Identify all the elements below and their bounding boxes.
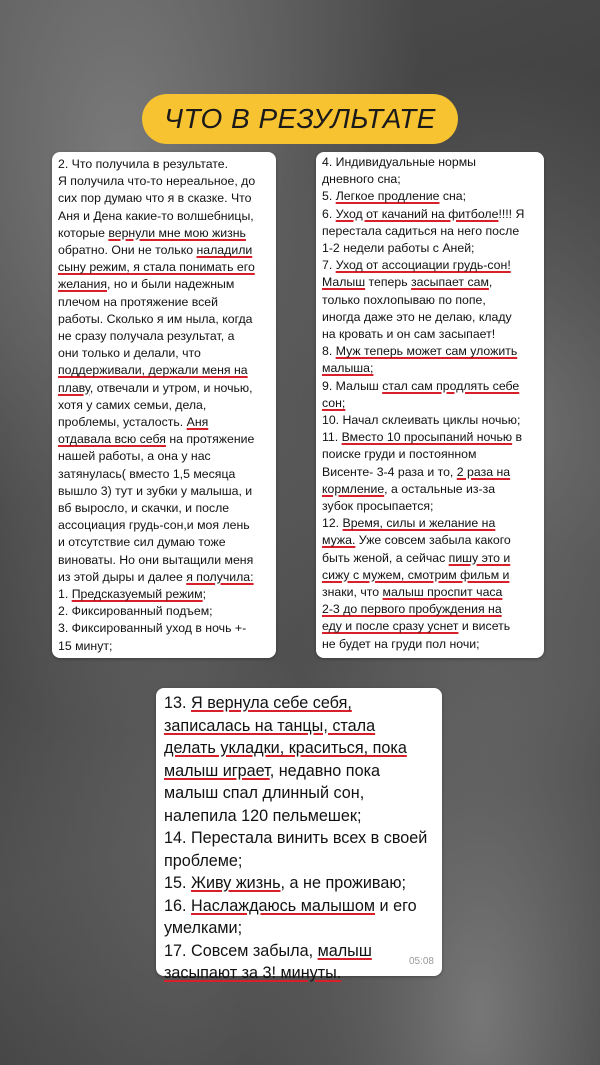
message-line [58,173,271,190]
text-segment: не сразу получала результат, а [58,329,235,344]
text-segment: ; [202,587,207,602]
underlined-text: стал сам продлять себе [382,378,520,393]
message-line [322,188,538,205]
message-line [164,760,432,783]
text-segment: дневного сна; [322,172,401,187]
message-line [58,586,271,603]
message-line [58,466,271,483]
text-segment: нашей работы, а она у нас [58,449,211,464]
text-segment: 3. Фиксированный уход в ночь +- [58,621,247,636]
text-segment: перестала садиться на него после [322,223,520,238]
message-line [322,550,538,567]
message-line [322,515,538,532]
message-line [164,850,432,873]
underlined-text: Вместо 10 просыпаний ночью [341,430,513,445]
text-segment: 15 минут; [58,638,113,653]
underlined-text: малыш [317,941,372,960]
text-segment: 17. Совсем забыла, [164,941,318,960]
text-segment: из этой дыры и далее [58,569,187,584]
text-segment: и отсутствие сил думаю тоже [58,535,226,550]
text-segment: 1. [58,587,72,602]
text-segment: малыш спал длинный сон, [164,784,365,802]
message-line [164,782,432,805]
underlined-text: Предсказуемый режим [71,587,203,602]
message-line [164,872,432,895]
message-line [164,737,432,760]
text-segment: 4. Индивидуальные нормы [322,155,476,169]
text-segment: 13. [164,694,192,712]
text-segment: теперь [365,275,412,290]
message-line [164,827,432,850]
text-segment: 9. Малыш [322,378,383,393]
text-segment: , [488,275,493,290]
message-line [164,917,432,940]
message-line [322,636,538,653]
message-line [58,500,271,517]
message-line [322,292,538,309]
text-segment: Аня и Дена какие-то волшебницы, [58,208,254,223]
underlined-text: еду и после сразу уснет [322,619,459,634]
message-card-right [316,152,544,658]
message-line [58,225,271,242]
message-line [322,206,538,223]
text-segment: Висенте- 3-4 раза и то, [322,464,457,479]
underlined-text: Время, силы и желание на [342,516,496,531]
text-segment: быть женой, а сейчас [322,550,449,565]
message-line [322,309,538,326]
text-segment: зубок просыпается; [322,499,434,514]
text-segment: и его [375,896,417,915]
message-line [58,294,271,311]
message-line [322,326,538,343]
underlined-text: 2-3 до первого пробуждения на [322,602,502,617]
text-segment: знаки, что [322,585,383,600]
message-line [58,190,271,207]
message-line [322,498,538,515]
message-line [164,895,432,918]
message-line [322,464,538,481]
underlined-text: Муж теперь может сам уложить [335,344,518,359]
text-segment: умелками; [164,919,243,937]
text-segment: сна; [439,189,467,204]
text-segment: 16. [164,896,192,915]
underlined-text: поддерживали, держали меня на [58,363,248,378]
message-line [58,431,271,448]
text-segment: Я получила что-то нереальное, до [58,174,256,189]
underlined-text: отдавала всю себя [58,432,166,447]
text-segment: сих пор думаю что я в сказке. Что [58,191,252,206]
message-line [322,343,538,360]
underlined-text: Уход от качаний на фитболе [335,206,499,221]
text-segment: 7. [322,258,336,273]
message-line [58,534,271,551]
underlined-text: кормление [322,481,385,496]
message-line [58,328,271,345]
text-segment: вб выросло, и скачки, и после [58,501,230,516]
underlined-text: я получила: [186,569,254,584]
text-segment: Уже совсем забыла какого [355,533,511,548]
text-segment: виноваты. Но они вытащили меня [58,552,254,567]
text-segment: вышло 3) тут и зубки у малыша, и [58,483,253,498]
text-segment: , недавно пока [269,761,381,780]
underlined-text: засыпает сам [411,275,489,290]
message-line [58,414,271,431]
underlined-text: Уход от ассоциации грудь-сон! [335,258,511,273]
text-segment: 8. [322,344,336,359]
underlined-text: делать укладки, краситься, пока [164,739,407,757]
message-line [58,620,271,637]
underlined-text: малыш проспит часа [382,585,503,600]
message-timestamp: 05:08 [408,955,434,967]
text-segment: затянулась( вместо 1,5 месяца [58,466,236,481]
message-line [164,940,432,963]
text-segment: 6. [322,206,336,221]
message-line [58,448,271,465]
text-segment: они только и делали, что [58,346,201,361]
underlined-text: пишу это и [448,550,511,565]
message-line [322,240,538,257]
message-line [58,397,271,414]
text-segment: которые [58,225,109,240]
underlined-text: Малыш [322,275,366,290]
text-segment: хотя у самих семьи, дела, [58,397,207,412]
message-line [322,171,538,188]
message-card-left [52,152,276,658]
underlined-text: плаву [58,380,90,395]
text-segment: 5. [322,189,336,204]
message-line [164,692,432,715]
text-segment: проблемы, усталость. [58,415,187,430]
message-line [58,483,271,500]
text-segment: 12. [322,516,343,531]
message-line [58,276,271,293]
message-line [58,569,271,586]
text-segment: 14. Перестала винить всех в своей [164,829,428,847]
message-line [322,446,538,463]
message-line [58,259,271,276]
underlined-text: мужа. [322,533,356,548]
underlined-text: Живу жизнь [191,874,281,892]
message-line [58,156,271,173]
text-segment: ассоциация грудь-сон,и моя лень [58,518,250,533]
message-line [322,481,538,498]
underlined-text: малыш играет [164,761,270,780]
message-line [322,618,538,635]
text-segment: 1-2 недели работы с Аней; [322,241,475,256]
text-segment: работы. Сколько я им ныла, когда [58,311,253,326]
text-segment: поиске груди и постоянном [322,447,477,462]
message-line [322,601,538,618]
text-segment: , но и были надежным [107,277,235,292]
text-segment: 11. [322,430,342,445]
underlined-text: записалась на танцы, стала [164,716,376,735]
text-segment: 10. Начал склеивать циклы ночью; [322,413,521,428]
underlined-text: сижу с мужем, смотрим фильм и [322,567,510,582]
underlined-text: наладили [196,243,253,258]
underlined-text: 2 раза на [456,464,511,479]
message-line [322,429,538,446]
message-line [322,360,538,377]
underlined-text: малыша; [322,361,374,376]
underlined-text: засыпают за 3! минуты. [164,964,342,982]
message-card-bottom [156,688,442,982]
text-segment: в [512,430,523,445]
message-line [58,311,271,328]
message-line [322,154,538,171]
message-line [58,517,271,534]
text-segment: на кровать и он сам засыпает! [322,327,496,342]
message-line [58,242,271,259]
message-line [164,962,432,985]
text-segment: , отвечали и утром, и ночью, [89,380,253,395]
message-line [164,805,432,828]
message-line [322,223,538,240]
text-segment: !!!! Я [498,206,525,221]
underlined-text: Аня [186,415,209,430]
message-line [58,345,271,362]
text-segment: , а остальные из-за [384,481,496,496]
text-segment: 2. Фиксированный подъем; [58,604,213,619]
message-line [322,584,538,601]
page-title: ЧТО В РЕЗУЛЬТАТЕ [142,94,458,144]
message-line [322,395,538,412]
message-line [322,412,538,429]
message-line [58,208,271,225]
message-line [58,603,271,620]
text-segment: обратно. Они не только [58,243,197,258]
message-line [58,380,271,397]
text-segment: налепила 120 пельмешек; [164,806,362,825]
text-segment: 15. [164,874,192,892]
text-segment: не будет на груди пол ночи; [322,636,480,651]
underlined-text: Я вернула себе себя, [191,694,352,712]
text-segment: 2. Что получила в результате. [58,157,229,171]
text-segment: иногда даже это не делаю, кладу [322,309,512,324]
message-line [322,532,538,549]
underlined-text: Наслаждаюсь малышом [191,896,376,915]
underlined-text: Легкое продление [335,189,440,204]
message-line [58,362,271,379]
text-segment: проблеме; [164,851,243,870]
message-line [58,638,271,655]
message-line [164,715,432,738]
text-segment: плечом на протяжение всей [58,294,219,309]
underlined-text: сыну режим, я стала понимать его [58,260,255,275]
message-line [322,274,538,291]
text-segment: только похлопываю по попе, [322,292,486,307]
message-line [58,552,271,569]
text-segment: и висеть [458,619,511,634]
underlined-text: сон; [322,395,346,410]
message-line [322,257,538,274]
text-segment: на протяжение [165,432,255,447]
message-line [322,567,538,584]
underlined-text: вернули мне мою жизнь [108,225,246,240]
message-line [322,378,538,395]
text-segment: , а не проживаю; [280,874,406,892]
underlined-text: желания [58,277,107,292]
